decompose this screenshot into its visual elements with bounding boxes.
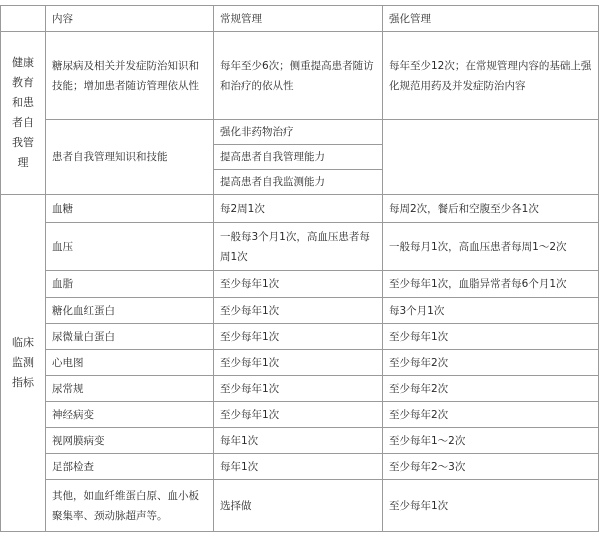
category-clinical: 临床监测指标 xyxy=(1,195,46,532)
clinical-enhanced: 一般每月1次，高血压患者每周1～2次 xyxy=(383,223,599,271)
header-blank xyxy=(1,6,46,32)
clinical-enhanced: 至少每年2次 xyxy=(383,402,599,428)
knowledge-enhanced: 每年至少12次；在常规管理内容的基础上强化规范用药及并发症防治内容 xyxy=(383,32,599,120)
clinical-regular: 每2周1次 xyxy=(214,195,383,223)
clinical-row xyxy=(1,428,599,454)
self-management-enhanced-blank xyxy=(383,120,599,195)
clinical-row xyxy=(1,402,599,428)
clinical-enhanced: 至少每年1次 xyxy=(383,480,599,532)
self-management-item: 提高患者自我管理能力 xyxy=(214,145,383,170)
category-education: 健康教育和患者自我管理 xyxy=(1,32,46,195)
knowledge-content: 糖尿病及相关并发症防治知识和技能；增加患者随访管理依从性 xyxy=(46,32,214,120)
clinical-regular: 每年1次 xyxy=(214,454,383,480)
clinical-item: 心电图 xyxy=(46,350,214,376)
clinical-item: 神经病变 xyxy=(46,402,214,428)
clinical-item: 血脂 xyxy=(46,271,214,298)
clinical-item: 视网膜病变 xyxy=(46,428,214,454)
clinical-row xyxy=(1,195,599,223)
header-content: 内容 xyxy=(46,6,214,32)
clinical-regular: 至少每年1次 xyxy=(214,350,383,376)
header-regular: 常规管理 xyxy=(214,6,383,32)
self-management-item: 提高患者自我监测能力 xyxy=(214,170,383,195)
clinical-item: 足部检查 xyxy=(46,454,214,480)
clinical-regular: 至少每年1次 xyxy=(214,298,383,324)
clinical-row xyxy=(1,350,599,376)
clinical-enhanced: 至少每年1次 xyxy=(383,324,599,350)
clinical-row xyxy=(1,454,599,480)
self-management-row xyxy=(1,120,599,145)
clinical-enhanced: 至少每年2～3次 xyxy=(383,454,599,480)
clinical-regular: 每年1次 xyxy=(214,428,383,454)
clinical-row xyxy=(1,376,599,402)
clinical-regular: 一般每3个月1次，高血压患者每周1次 xyxy=(214,223,383,271)
clinical-item: 其他，如血纤维蛋白原、血小板聚集率、颈动脉超声等。 xyxy=(46,480,214,532)
header-row xyxy=(1,6,599,32)
clinical-enhanced: 至少每年2次 xyxy=(383,376,599,402)
clinical-row xyxy=(1,324,599,350)
clinical-enhanced: 至少每年2次 xyxy=(383,350,599,376)
clinical-row xyxy=(1,271,599,298)
clinical-regular: 至少每年1次 xyxy=(214,271,383,298)
clinical-regular: 至少每年1次 xyxy=(214,402,383,428)
clinical-row xyxy=(1,480,599,532)
education-knowledge-row xyxy=(1,32,599,120)
clinical-regular: 至少每年1次 xyxy=(214,324,383,350)
clinical-enhanced: 每3个月1次 xyxy=(383,298,599,324)
self-management-content: 患者自我管理知识和技能 xyxy=(46,120,214,195)
management-table xyxy=(0,5,599,532)
clinical-item: 血压 xyxy=(46,223,214,271)
clinical-row xyxy=(1,298,599,324)
knowledge-regular: 每年至少6次；侧重提高患者随访和治疗的依从性 xyxy=(214,32,383,120)
clinical-item: 尿微量白蛋白 xyxy=(46,324,214,350)
clinical-enhanced: 每周2次，餐后和空腹至少各1次 xyxy=(383,195,599,223)
header-enhanced: 强化管理 xyxy=(383,6,599,32)
clinical-enhanced: 至少每年1～2次 xyxy=(383,428,599,454)
clinical-enhanced: 至少每年1次，血脂异常者每6个月1次 xyxy=(383,271,599,298)
clinical-row xyxy=(1,223,599,271)
clinical-item: 血糖 xyxy=(46,195,214,223)
clinical-item: 尿常规 xyxy=(46,376,214,402)
clinical-regular: 选择做 xyxy=(214,480,383,532)
clinical-item: 糖化血红蛋白 xyxy=(46,298,214,324)
self-management-item: 强化非药物治疗 xyxy=(214,120,383,145)
clinical-regular: 至少每年1次 xyxy=(214,376,383,402)
